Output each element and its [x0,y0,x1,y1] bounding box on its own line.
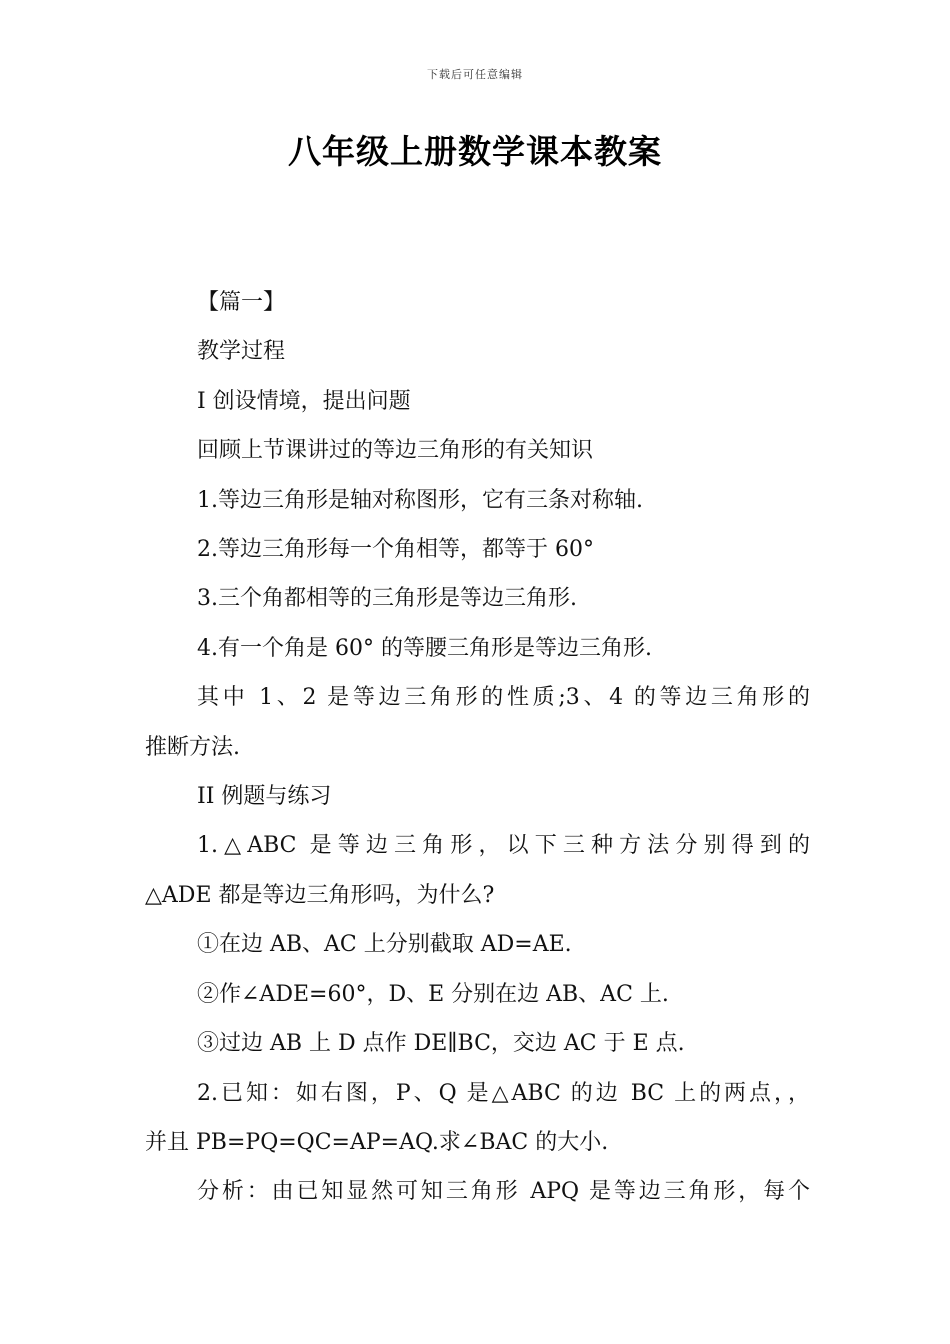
list-item: ③过边 AB 上 D 点作 DE∥BC，交边 AC 于 E 点. [197,1031,685,1057]
header-note: 下载后可任意编辑 [427,68,523,81]
section-heading: 【篇一】 [197,290,286,315]
paragraph: 分析：由已知显然可知三角形 APQ 是等边三角形，每个 [197,1179,810,1205]
list-item: 3.三个角都相等的三角形是等边三角形. [197,586,577,612]
paragraph: 教学过程 [197,339,286,365]
document-body [145,278,810,1217]
exercise-item: 2.已知：如右图，P、Q 是△ABC 的边 BC 上的两点，， [197,1080,810,1106]
paragraph: II 例题与练习 [197,784,332,810]
exercise-item: 1.△ABC 是等边三角形，以下三种方法分别得到的 [197,833,810,859]
paragraph-continuation: 并且 PB=PQ=QC=AP=AQ.求∠BAC 的大小. [145,1129,609,1155]
list-item: ②作∠ADE=60°，D、E 分别在边 AB、AC 上. [197,981,669,1007]
list-item: 2.等边三角形每一个角相等，都等于 60° [197,537,594,563]
paragraph-continuation: △ADE 都是等边三角形吗，为什么? [145,882,495,908]
list-item: 1.等边三角形是轴对称图形，它有三条对称轴. [197,487,643,513]
paragraph: I 创设情境，提出问题 [197,388,411,414]
paragraph: 回顾上节课讲过的等边三角形的有关知识 [197,438,594,464]
paragraph: 其中 1、2 是等边三角形的性质;3、4 的等边三角形的 [197,685,810,711]
document-title: 八年级上册数学课本教案 [288,132,662,171]
paragraph-continuation: 推断方法. [145,734,240,760]
list-item: 4.有一个角是 60° 的等腰三角形是等边三角形. [197,635,652,661]
list-item: ①在边 AB、AC 上分别截取 AD=AE. [197,932,572,958]
